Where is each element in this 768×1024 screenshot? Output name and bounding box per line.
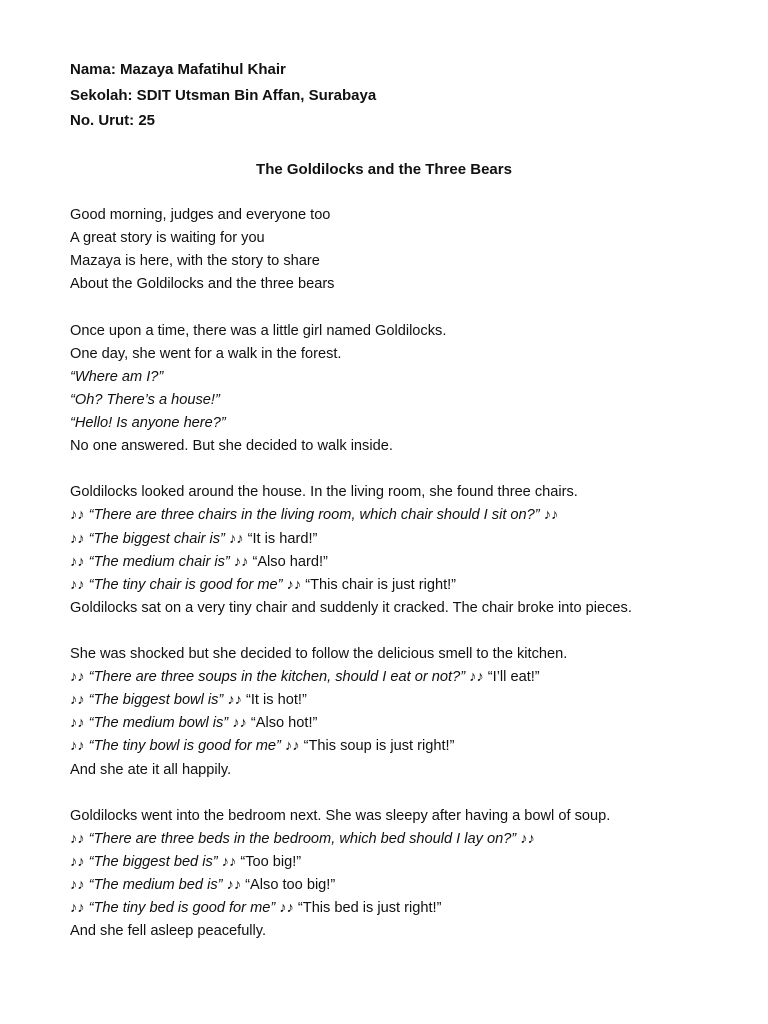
story-line: Mazaya is here, with the story to share xyxy=(70,253,320,270)
stanza-forest xyxy=(70,320,730,459)
dialogue-line: “Where am I?” xyxy=(70,368,164,385)
sequence-number: No. Urut: 25 xyxy=(70,112,156,129)
dialogue: “This soup is just right!” xyxy=(299,738,455,755)
story-line: She was shocked but she decided to follow the delicious smell to the kitchen. xyxy=(70,646,568,663)
story-line: And she ate it all happily. xyxy=(70,761,232,778)
song-line xyxy=(70,897,730,920)
dialogue: “It is hot!” xyxy=(241,692,307,709)
story-line: Goldilocks looked around the house. In the living room, she found three chairs. xyxy=(70,484,578,501)
stanza-beds xyxy=(70,805,730,944)
song-lyric: ♪♪ “The biggest bowl is” ♪♪ xyxy=(70,692,242,709)
dialogue-line: “Oh? There’s a house!” xyxy=(70,391,220,408)
song-lyric: ♪♪ “The biggest chair is” ♪♪ xyxy=(70,530,244,547)
student-name: Nama: Mazaya Mafatihul Khair xyxy=(70,61,286,78)
song-lyric: ♪♪ “The tiny bed is good for me” ♪♪ xyxy=(70,900,294,917)
song-line: ♪♪ “There are three beds in the bedroom, which bed should I lay on?” ♪♪ xyxy=(70,830,535,847)
song-lyric: ♪♪ “The biggest bed is” ♪♪ xyxy=(70,854,237,870)
dialogue: “Too big!” xyxy=(236,854,302,870)
stanza-soups xyxy=(70,643,730,782)
song-line xyxy=(70,551,730,574)
dialogue: “Also too big!” xyxy=(241,877,336,894)
story-line: And she fell asleep peacefully. xyxy=(70,923,267,940)
song-line xyxy=(70,851,730,874)
song-lyric: ♪♪ “The tiny bowl is good for me” ♪♪ xyxy=(70,738,300,755)
dialogue: “I’ll eat!” xyxy=(483,669,540,686)
story-body xyxy=(70,204,730,967)
dialogue: “Also hard!” xyxy=(248,553,328,570)
dialogue-line: “Hello! Is anyone here?” xyxy=(70,414,226,431)
dialogue: “It is hard!” xyxy=(243,530,318,547)
student-info xyxy=(70,57,376,134)
stanza-opening xyxy=(70,204,730,296)
dialogue: “This chair is just right!” xyxy=(301,576,457,593)
story-line: Good morning, judges and everyone too xyxy=(70,207,331,223)
dialogue: “Also hot!” xyxy=(246,715,318,732)
song-line xyxy=(70,689,730,712)
song-line xyxy=(70,874,730,897)
song-line xyxy=(70,574,730,597)
song-lyric: ♪♪ “The tiny chair is good for me” ♪♪ xyxy=(70,576,302,593)
song-lyric: ♪♪ “There are three soups in the kitchen, should I eat or not?” ♪♪ xyxy=(70,669,484,686)
story-line: Goldilocks sat on a very tiny chair and suddenly it cracked. The chair broke into pieces. xyxy=(70,599,632,616)
story-line: Goldilocks went into the bedroom next. She was sleepy after having a bowl of soup. xyxy=(70,807,611,824)
story-title: The Goldilocks and the Three Bears xyxy=(256,161,512,178)
song-line xyxy=(70,735,730,758)
story-line: About the Goldilocks and the three bears xyxy=(70,276,335,293)
stanza-chairs xyxy=(70,481,730,620)
song-lyric: ♪♪ “The medium bed is” ♪♪ xyxy=(70,877,242,894)
song-line xyxy=(70,666,730,689)
song-line: ♪♪ “There are three chairs in the living room, which chair should I sit on?” ♪♪ xyxy=(70,507,559,524)
story-line: One day, she went for a walk in the forest. xyxy=(70,345,342,362)
song-line xyxy=(70,528,730,551)
story-line: Once upon a time, there was a little girl named Goldilocks. xyxy=(70,322,447,339)
story-line: A great story is waiting for you xyxy=(70,230,265,247)
song-lyric: ♪♪ “The medium chair is” ♪♪ xyxy=(70,553,249,570)
story-line: No one answered. But she decided to walk inside. xyxy=(70,438,393,455)
dialogue: “This bed is just right!” xyxy=(293,900,442,917)
song-lyric: ♪♪ “The medium bowl is” ♪♪ xyxy=(70,715,247,732)
school-name: Sekolah: SDIT Utsman Bin Affan, Surabaya xyxy=(70,86,377,104)
song-line xyxy=(70,712,730,735)
